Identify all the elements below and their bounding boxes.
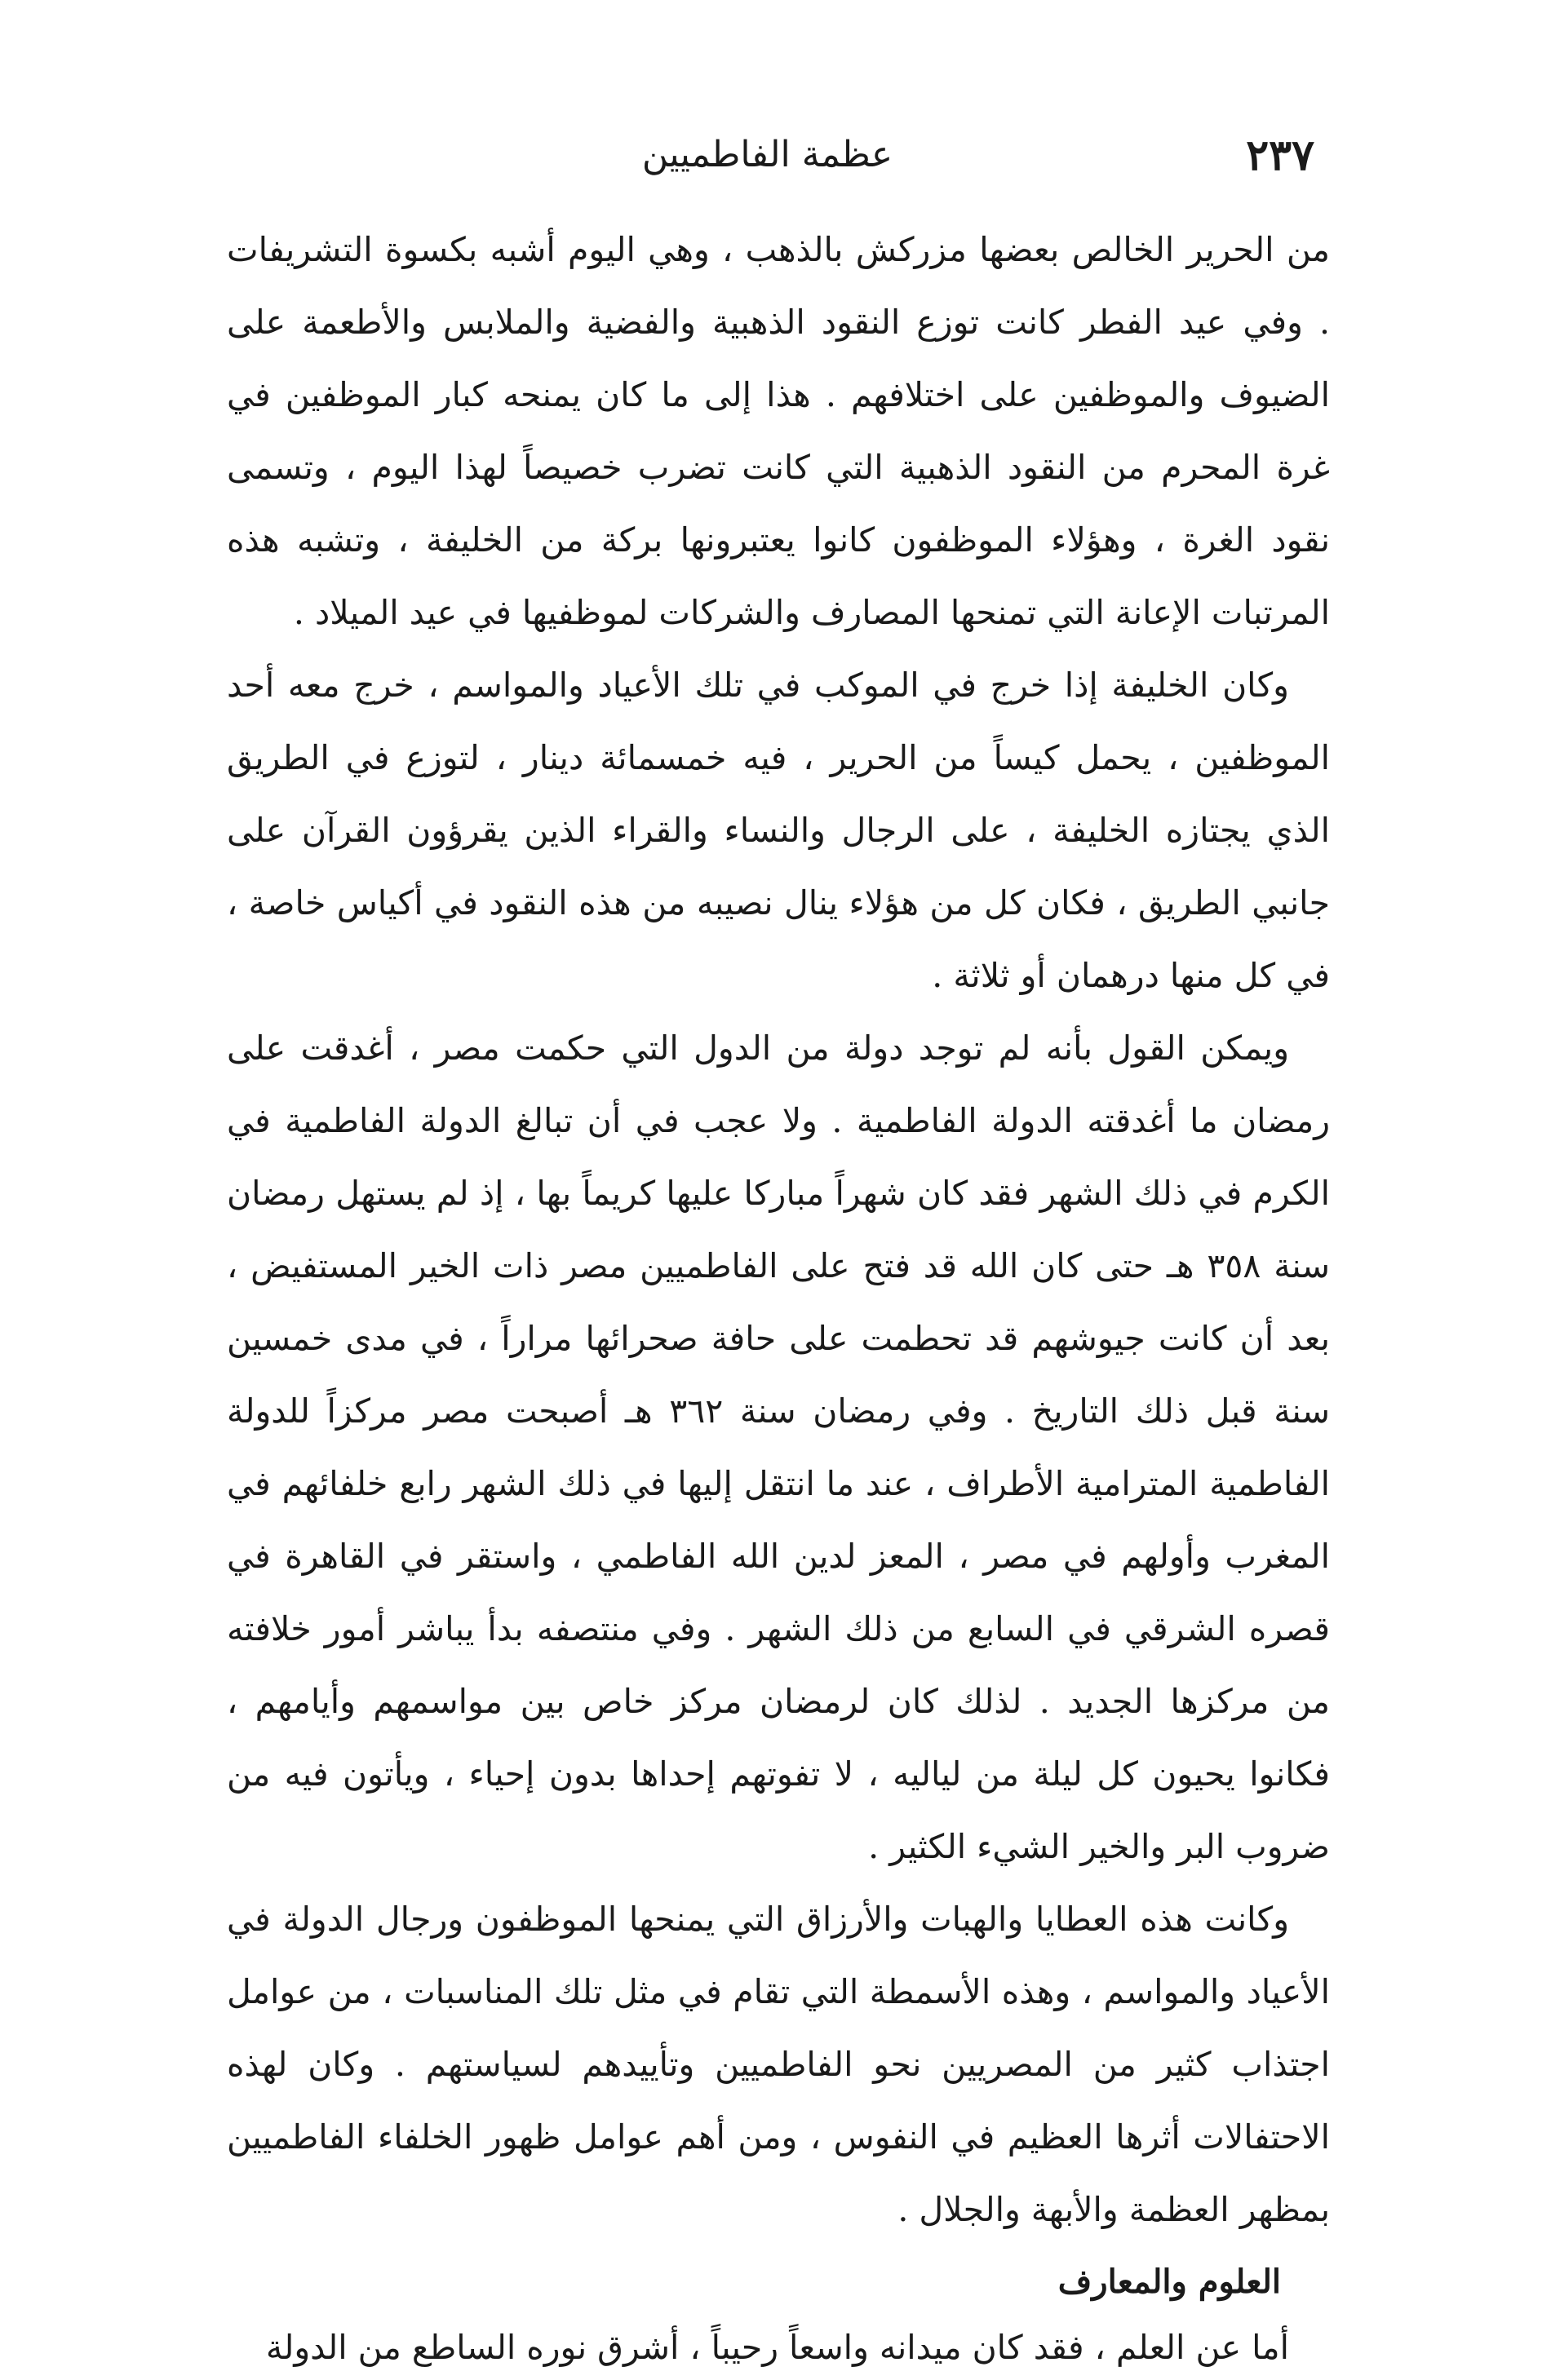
section-first-line: أما عن العلم ، فقد كان ميدانه واسعاً رحيباً ، أشرق نوره الساطع من الدولة [265, 2328, 1289, 2367]
paragraph-3: ويمكن القول بأنه لم توجد دولة من الدول التي حكمت مصر ، أغدقت على رمضان ما أغدقته الدولة الفاطمية . ولا عجب في أن تبالغ الدولة الفاطمية في الكرم في ذلك الشهر فقد كان شهراً مباركا عليها كريماً بها ، إذ لم يستهل رمضان سنة ٣٥٨ هـ حتى كان الله قد فتح على الفاطميين مصر ذات الخير المستفيض ، بعد أن كانت جيوشهم قد تحطمت على حافة صحرائها مراراً ، في مدى خمسين سنة قبل ذلك التاريخ . وفي رمضان سنة ٣٦٢ هـ أصبحت مصر مركزاً للدولة الفاطمية المترامية الأطراف ، عند ما انتقل إليها في ذلك الشهر رابع خلفائهم في المغرب وأولهم في مصر ، المعز لدين الله الفاطمي ، واستقر في القاهرة في قصره الشرقي في السابع من ذلك الشهر . وفي منتصفه بدأ يباشر أمور خلافته من مركزها الجديد . لذلك كان لرمضان مركز خاص بين مواسمهم وأيامهم ، فكانوا يحيون كل ليلة من لياليه ، لا تفوتهم إحداها بدون إحياء ، ويأتون فيه من ضروب البر والخير الشيء الكثير . [227, 1029, 1330, 1866]
paragraph-4: وكانت هذه العطايا والهبات والأرزاق التي يمنحها الموظفون ورجال الدولة في الأعياد والمواسم ، وهذه الأسمطة التي تقام في مثل تلك المناسبات ، من عوامل اجتذاب كثير من المصريين نحو الفاطميين وتأييدهم لسياستهم . وكان لهذه الاحتفالات أثرها العظيم في النفوس ، ومن أهم عوامل ظهور الخلفاء الفاطميين بمظهر العظمة والأبهة والجلال . [227, 1900, 1330, 2229]
running-head [220, 131, 1314, 196]
paragraph-1: من الحرير الخالص بعضها مزركش بالذهب ، وهي اليوم أشبه بكسوة التشريفات . وفي عيد الفطر كانت توزع النقود الذهبية والفضية والملابس والأطعمة على الضيوف والموظفين على اختلافهم . هذا إلى ما كان يمنحه كبار الموظفين في غرة المحرم من النقود الذهبية التي كانت تضرب خصيصاً لهذا اليوم ، وتسمى نقود الغرة ، وهؤلاء الموظفون كانوا يعتبرونها بركة من الخليفة ، وتشبه هذه المرتبات الإعانة التي تمنحها المصارف والشركات لموظفيها في عيد الميلاد . [227, 230, 1330, 632]
running-title: عظمة الفاطميين [641, 134, 893, 175]
page-number: ٢٣٧ [1246, 131, 1314, 180]
section-heading: العلوم والمعارف [1057, 2263, 1281, 2301]
body-text [227, 214, 1330, 2380]
paragraph-2: وكان الخليفة إذا خرج في الموكب في تلك الأعياد والمواسم ، خرج معه أحد الموظفين ، يحمل كيساً من الحرير ، فيه خمسمائة دينار ، لتوزع في الطريق الذي يجتازه الخليفة ، على الرجال والنساء والقراء الذين يقرؤون القرآن على جانبي الطريق ، فكان كل من هؤلاء ينال نصيبه من هذه النقود في أكياس خاصة ، في كل منها درهمان أو ثلاثة . [227, 666, 1330, 995]
